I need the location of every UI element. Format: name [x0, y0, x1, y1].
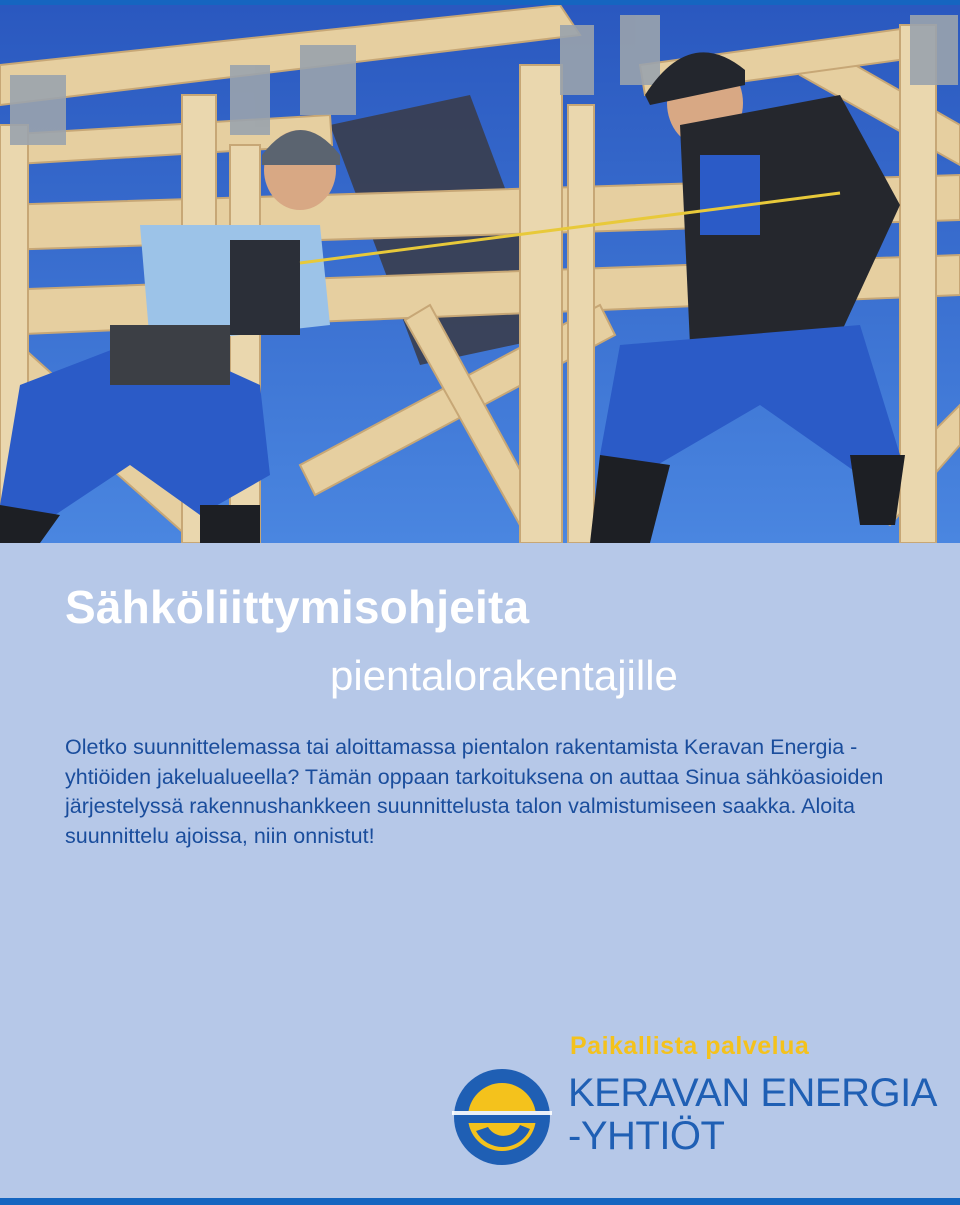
company-name-line2: -YHTIÖT [568, 1114, 725, 1158]
e-letter-logo-icon [452, 1067, 552, 1167]
company-name-line1: KERAVAN ENERGIA [568, 1071, 937, 1115]
cover-photo [0, 5, 960, 543]
construction-photo-illustration [0, 5, 960, 543]
tagline: Paikallista palvelua [570, 1032, 810, 1060]
bottom-stripe [0, 1198, 960, 1205]
document-title: Sähköliittymisohjeita [65, 581, 530, 633]
document-subtitle: pientalorakentajille [330, 652, 678, 699]
intro-paragraph: Oletko suunnittelemassa tai aloittamassa pientalon rakentamista Keravan Energia -yhtiöiden jakelualueella? Tämän oppaan tarkoituksena on auttaa Sinua sähköasioiden järjestelyssä rakennushankkeen suunnittelusta talon valmistumiseen saakka. Aloita suunnittelu ajoissa, niin onnistut! [65, 735, 884, 848]
